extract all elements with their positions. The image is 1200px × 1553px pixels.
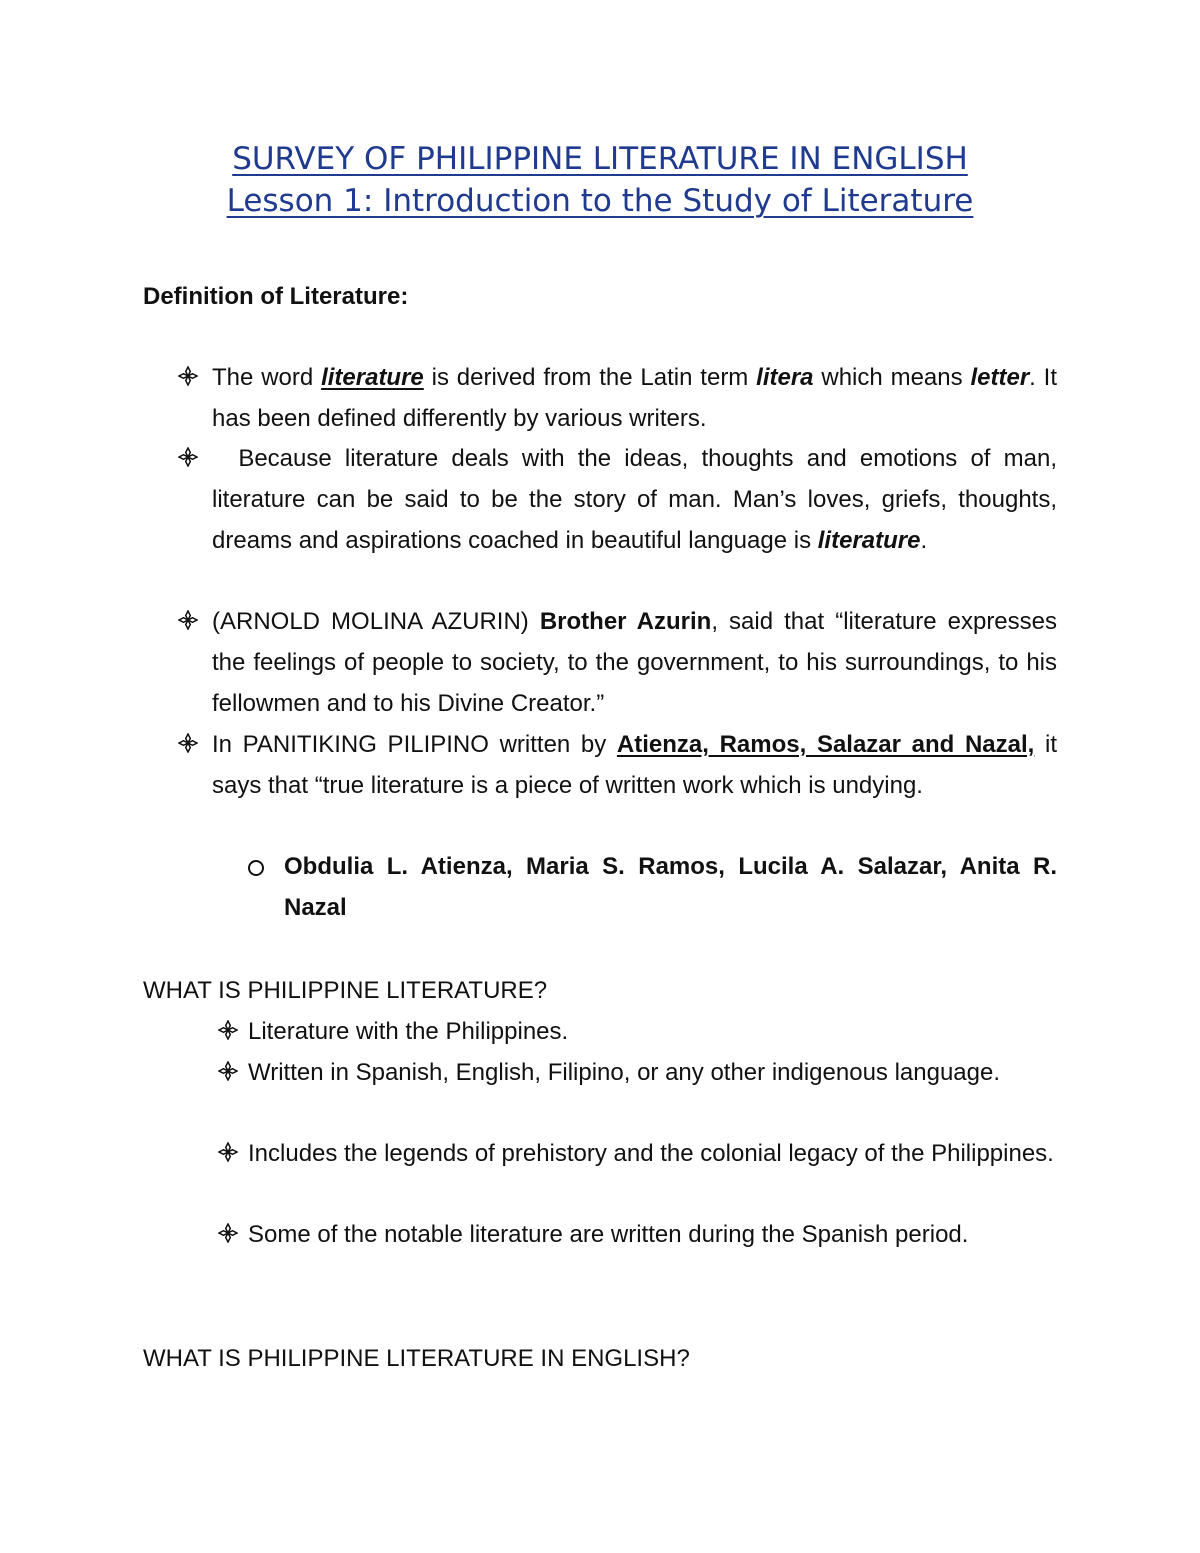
definition-item-2: Because literature deals with the ideas, thoughts and emotions of man, literature can be said to be the story of man. Man’s loves, griefs, thoughts, dreams and aspirations coached in beautiful language is literature. (212, 438, 1057, 561)
four-diamond-bullet-icon (178, 438, 206, 479)
phil-lit-item-2: Written in Spanish, English, Filipino, or any other indigenous language. (248, 1052, 1057, 1093)
definition-item-3: (ARNOLD MOLINA AZURIN) Brother Azurin, said that “literature expresses the feelings of people to society, to the government, to his surroundings, to his fellowmen and to his Divine Creator.” (212, 601, 1057, 724)
phil-lit-item-3: Includes the legends of prehistory and the colonial legacy of the Philippines. (248, 1133, 1057, 1174)
lesson-title: Lesson 1: Introduction to the Study of Literature (226, 183, 974, 219)
four-diamond-bullet-icon (178, 357, 206, 398)
four-diamond-bullet-icon (218, 1133, 246, 1174)
term-literature-2: literature (817, 527, 921, 554)
phil-lit-item-1: Literature with the Philippines. (248, 1011, 1057, 1052)
definition-item-1: The word literature is derived from the Latin term litera which means letter. It has been defined differently by various writers. (212, 357, 1057, 439)
definition-item-4: In PANITIKING PILIPINO written by Atienza, Ramos, Salazar and Nazal, it says that “true literature is a piece of written work which is undying. (212, 724, 1057, 806)
term-litera: litera (756, 364, 814, 391)
term-literature: literature (321, 364, 424, 391)
four-diamond-bullet-icon (178, 724, 206, 765)
four-diamond-bullet-icon (218, 1052, 246, 1093)
term-letter: letter (970, 364, 1030, 391)
course-title: SURVEY OF PHILIPPINE LITERATURE IN ENGLISH (232, 141, 968, 177)
brother-azurin: Brother Azurin (539, 608, 712, 635)
four-diamond-bullet-icon (218, 1214, 246, 1255)
definition-heading: Definition of Literature: (143, 283, 409, 310)
document-title (0, 138, 1200, 222)
philippine-literature-heading: WHAT IS PHILIPPINE LITERATURE? (143, 977, 548, 1004)
circle-bullet-icon (248, 860, 264, 876)
four-diamond-bullet-icon (178, 601, 206, 642)
philippine-literature-in-english-heading: WHAT IS PHILIPPINE LITERATURE IN ENGLISH? (143, 1345, 690, 1372)
phil-lit-item-4: Some of the notable literature are written during the Spanish period. (248, 1214, 1057, 1255)
authors-sub-item: Obdulia L. Atienza, Maria S. Ramos, Lucila A. Salazar, Anita R. Nazal (284, 846, 1057, 928)
authors-names: Atienza, Ramos, Salazar and Nazal, (616, 731, 1035, 758)
four-diamond-bullet-icon (218, 1011, 246, 1052)
